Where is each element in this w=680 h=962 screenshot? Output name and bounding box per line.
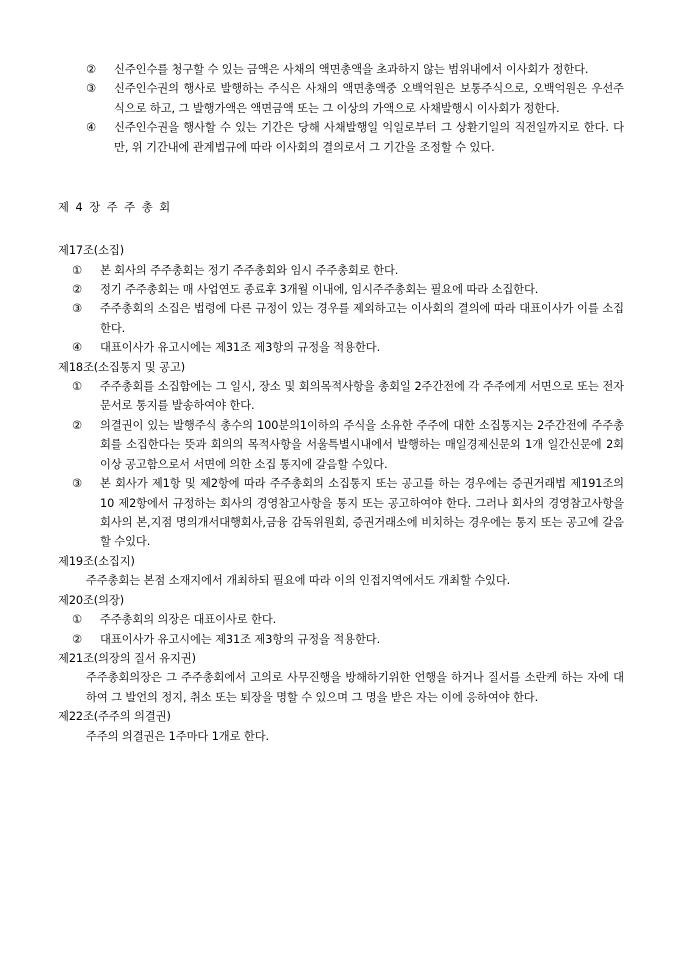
clause-item [72,610,624,629]
article-block [58,707,624,746]
clause-marker: ① [72,263,83,277]
clause-text: 의결권이 있는 발행주식 총수의 100분의1이하의 주식을 소유한 주주에 대한 소집통지는 2주간전에 주주총회를 소집한다는 뜻과 회의의 목적사항을 서울특별시내에서 발행하는 매일경제신문외 1개 일간신문에 2회이상 공고함으로서 서면에 의한 소집 통지에 갈음할 수있다. [100,418,624,471]
article-heading: 제20조(의장) [58,593,125,607]
clause-item [72,377,624,416]
clause-text: 주주총회를 소집함에는 그 일시, 장소 및 회의목적사항을 총회일 2주간전에 각 주주에게 서면으로 또는 전자문서로 통지를 발송하여야 한다. [100,380,624,413]
clause-item [86,60,624,79]
clause-text: 신주인수권의 행사로 발행하는 주식은 사채의 액면총액중 오백억원은 보통주식으로, 오백억원은 우선주식으로 하고, 그 발행가액은 액면금액 또는 그 이상의 가액으로 사채발행시 이사회가 정한다. [114,82,624,115]
clause-marker: ② [72,282,83,296]
clause-list-top [58,60,624,157]
clause-text: 주주총회의 의장은 대표이사로 한다. [100,613,277,627]
clause-marker: ② [86,63,97,76]
article-body: 주주총회의장은 그 주주총회에서 고의로 사무진행을 방해하기위한 언행을 하거나 질서를 소란케 하는 자에 대하여 그 발언의 정지, 취소 또는 퇴장을 명할 수 있으며 그 명을 받은 자는 이에 응하여야 한다. [86,671,624,704]
article-heading: 제22조(주주의 의결권) [58,710,171,724]
article-block [58,358,624,552]
clause-item [72,338,624,357]
clause-text: 주주총회의 소집은 법령에 다른 규정이 있는 경우를 제외하고는 이사회의 결의에 따라 대표이사가 이를 소집한다. [100,302,624,335]
clause-item [72,299,624,338]
clause-text: 본 회사의 주주총회는 정기 주주총회와 임시 주주총회로 한다. [100,263,399,277]
article-block [58,552,624,591]
clause-item [72,474,624,552]
article-heading: 제19조(소집지) [58,554,135,568]
clause-marker: ① [72,380,83,394]
article-heading: 제17조(소집) [58,244,125,258]
clause-marker: ④ [86,121,97,135]
article-block [58,649,624,707]
clause-item [72,261,624,280]
clause-marker: ④ [72,341,83,355]
clause-text: 정기 주주총회는 매 사업연도 종료후 3개월 이내에, 임시주주총회는 필요에 따라 소집한다. [100,282,539,296]
clause-marker: ③ [86,82,97,96]
article-block [58,241,624,358]
clause-item [86,79,624,118]
clause-marker: ② [72,632,83,646]
article-heading: 제18조(소집통지 및 공고) [58,360,186,374]
article-body: 주주의 의결권은 1주마다 1개로 한다. [86,729,270,743]
article-heading: 제21조(의장의 질서 유지권) [58,651,196,665]
clause-text: 신주인수를 청구할 수 있는 금액은 사채의 액면총액을 초과하지 않는 범위내에서 이사회가 정한다. [114,63,589,76]
clause-marker: ① [72,613,83,627]
article-body: 주주총회는 본점 소재지에서 개최하되 필요에 따라 이의 인접지역에서도 개최할 수있다. [86,574,511,588]
clause-text: 대표이사가 유고시에는 제31조 제3항의 규정을 적용한다. [100,341,381,355]
clause-item [72,416,624,474]
clause-item [86,118,624,157]
clause-marker: ③ [72,477,83,491]
clause-text: 본 회사가 제1항 및 제2항에 따라 주주총회의 소집통지 또는 공고를 하는 경우에는 증권거래법 제191조의 10 제2항에서 규정하는 회사의 경영참고사항을 통지 또는 공고하여야 한다. 그러나 회사의 경영참고사항을 회사의 본,지점 명의개서대행회사,금융 감독위원회, 증권거래소에 비치하는 경우에는 통지 또는 공고에 갈음 할 수있다. [100,477,624,549]
clause-item [72,630,624,649]
clause-text: 대표이사가 유고시에는 제31조 제3항의 규정을 적용한다. [100,632,381,646]
clause-item [72,280,624,299]
clause-marker: ③ [72,302,83,316]
chapter-title: 제 4 장 주 주 총 회 [58,201,172,215]
article-block [58,591,624,649]
clause-text: 신주인수권을 행사할 수 있는 기간은 당해 사채발행일 익일로부터 그 상환기일의 직전일까지로 한다. 다만, 위 기간내에 관계법규에 따라 이사회의 결의로서 그 기간을 조정할 수 있다. [114,121,624,154]
clause-marker: ② [72,418,83,432]
document-body [58,60,624,746]
